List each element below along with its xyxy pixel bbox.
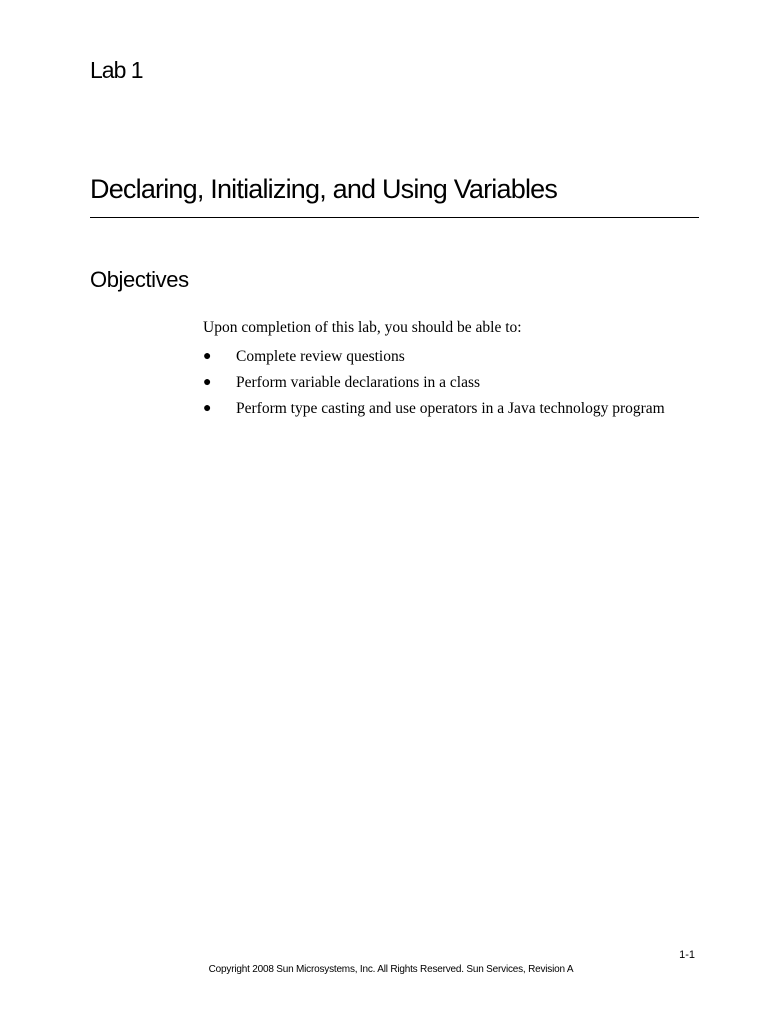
list-item-text: Perform type casting and use operators in a Java technology program — [236, 400, 665, 417]
objectives-intro: Upon completion of this lab, you should be able to: — [203, 319, 522, 336]
chapter-title: Declaring, Initializing, and Using Variables — [90, 174, 558, 204]
bullet-icon: ● — [203, 349, 212, 364]
objectives-heading: Objectives — [90, 267, 189, 292]
list-item — [203, 399, 673, 418]
page-number: 1-1 — [679, 949, 695, 961]
list-item — [203, 347, 673, 366]
lab-label: Lab 1 — [90, 57, 143, 83]
copyright-notice: Copyright 2008 Sun Microsystems, Inc. All Rights Reserved. Sun Services, Revision A — [208, 964, 574, 975]
list-item — [203, 373, 673, 392]
title-divider — [90, 217, 699, 218]
bullet-icon: ● — [203, 375, 212, 390]
objectives-list — [203, 347, 673, 425]
bullet-icon: ● — [203, 401, 212, 416]
list-item-text: Complete review questions — [236, 348, 405, 365]
list-item-text: Perform variable declarations in a class — [236, 374, 481, 391]
